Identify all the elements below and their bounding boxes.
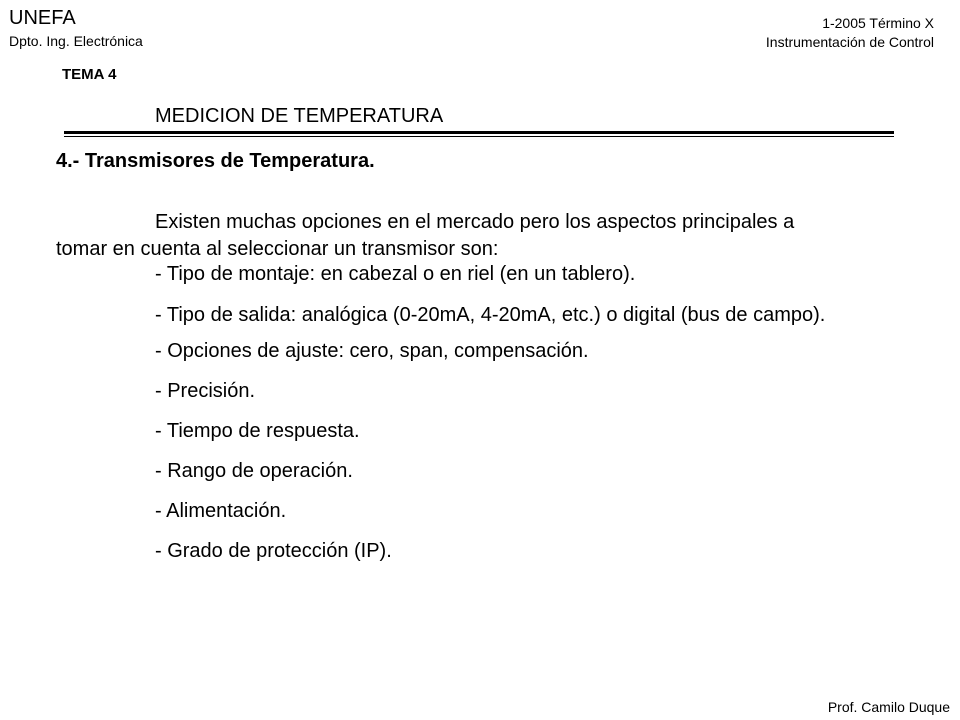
institution-name: UNEFA xyxy=(9,7,76,29)
bullet-item: - Tiempo de respuesta. xyxy=(155,420,360,442)
bullet-item: - Precisión. xyxy=(155,380,256,402)
title-divider xyxy=(64,131,894,137)
section-heading: 4.- Transmisores de Temperatura. xyxy=(56,150,375,172)
bullet-item: - Grado de protección (IP). xyxy=(155,540,392,562)
bullet-item: - Alimentación. xyxy=(155,500,287,522)
bullet-item: - Tipo de salida: analógica (0-20mA, 4-20mA, etc.) o digital (bus de campo). xyxy=(155,304,826,326)
intro-paragraph: Existen muchas opciones en el mercado pero los aspectos principales a tomar en cuenta al seleccionar un transmisor son: xyxy=(56,211,795,260)
bullet-item: - Rango de operación. xyxy=(155,460,353,482)
bullet-item: - Opciones de ajuste: cero, span, compensación. xyxy=(155,340,589,362)
bullet-item: - Tipo de montaje: en cabezal o en riel (en un tablero). xyxy=(155,263,636,285)
slide-title: MEDICION DE TEMPERATURA xyxy=(155,105,444,127)
bullet-list xyxy=(155,262,867,579)
department-name: Dpto. Ing. Electrónica xyxy=(9,33,143,49)
course-name: Instrumentación de Control xyxy=(765,34,934,50)
topic-label: TEMA 4 xyxy=(62,66,117,83)
course-code: 1-2005 Término X xyxy=(822,15,934,31)
author-credit: Prof. Camilo Duque xyxy=(827,699,950,715)
